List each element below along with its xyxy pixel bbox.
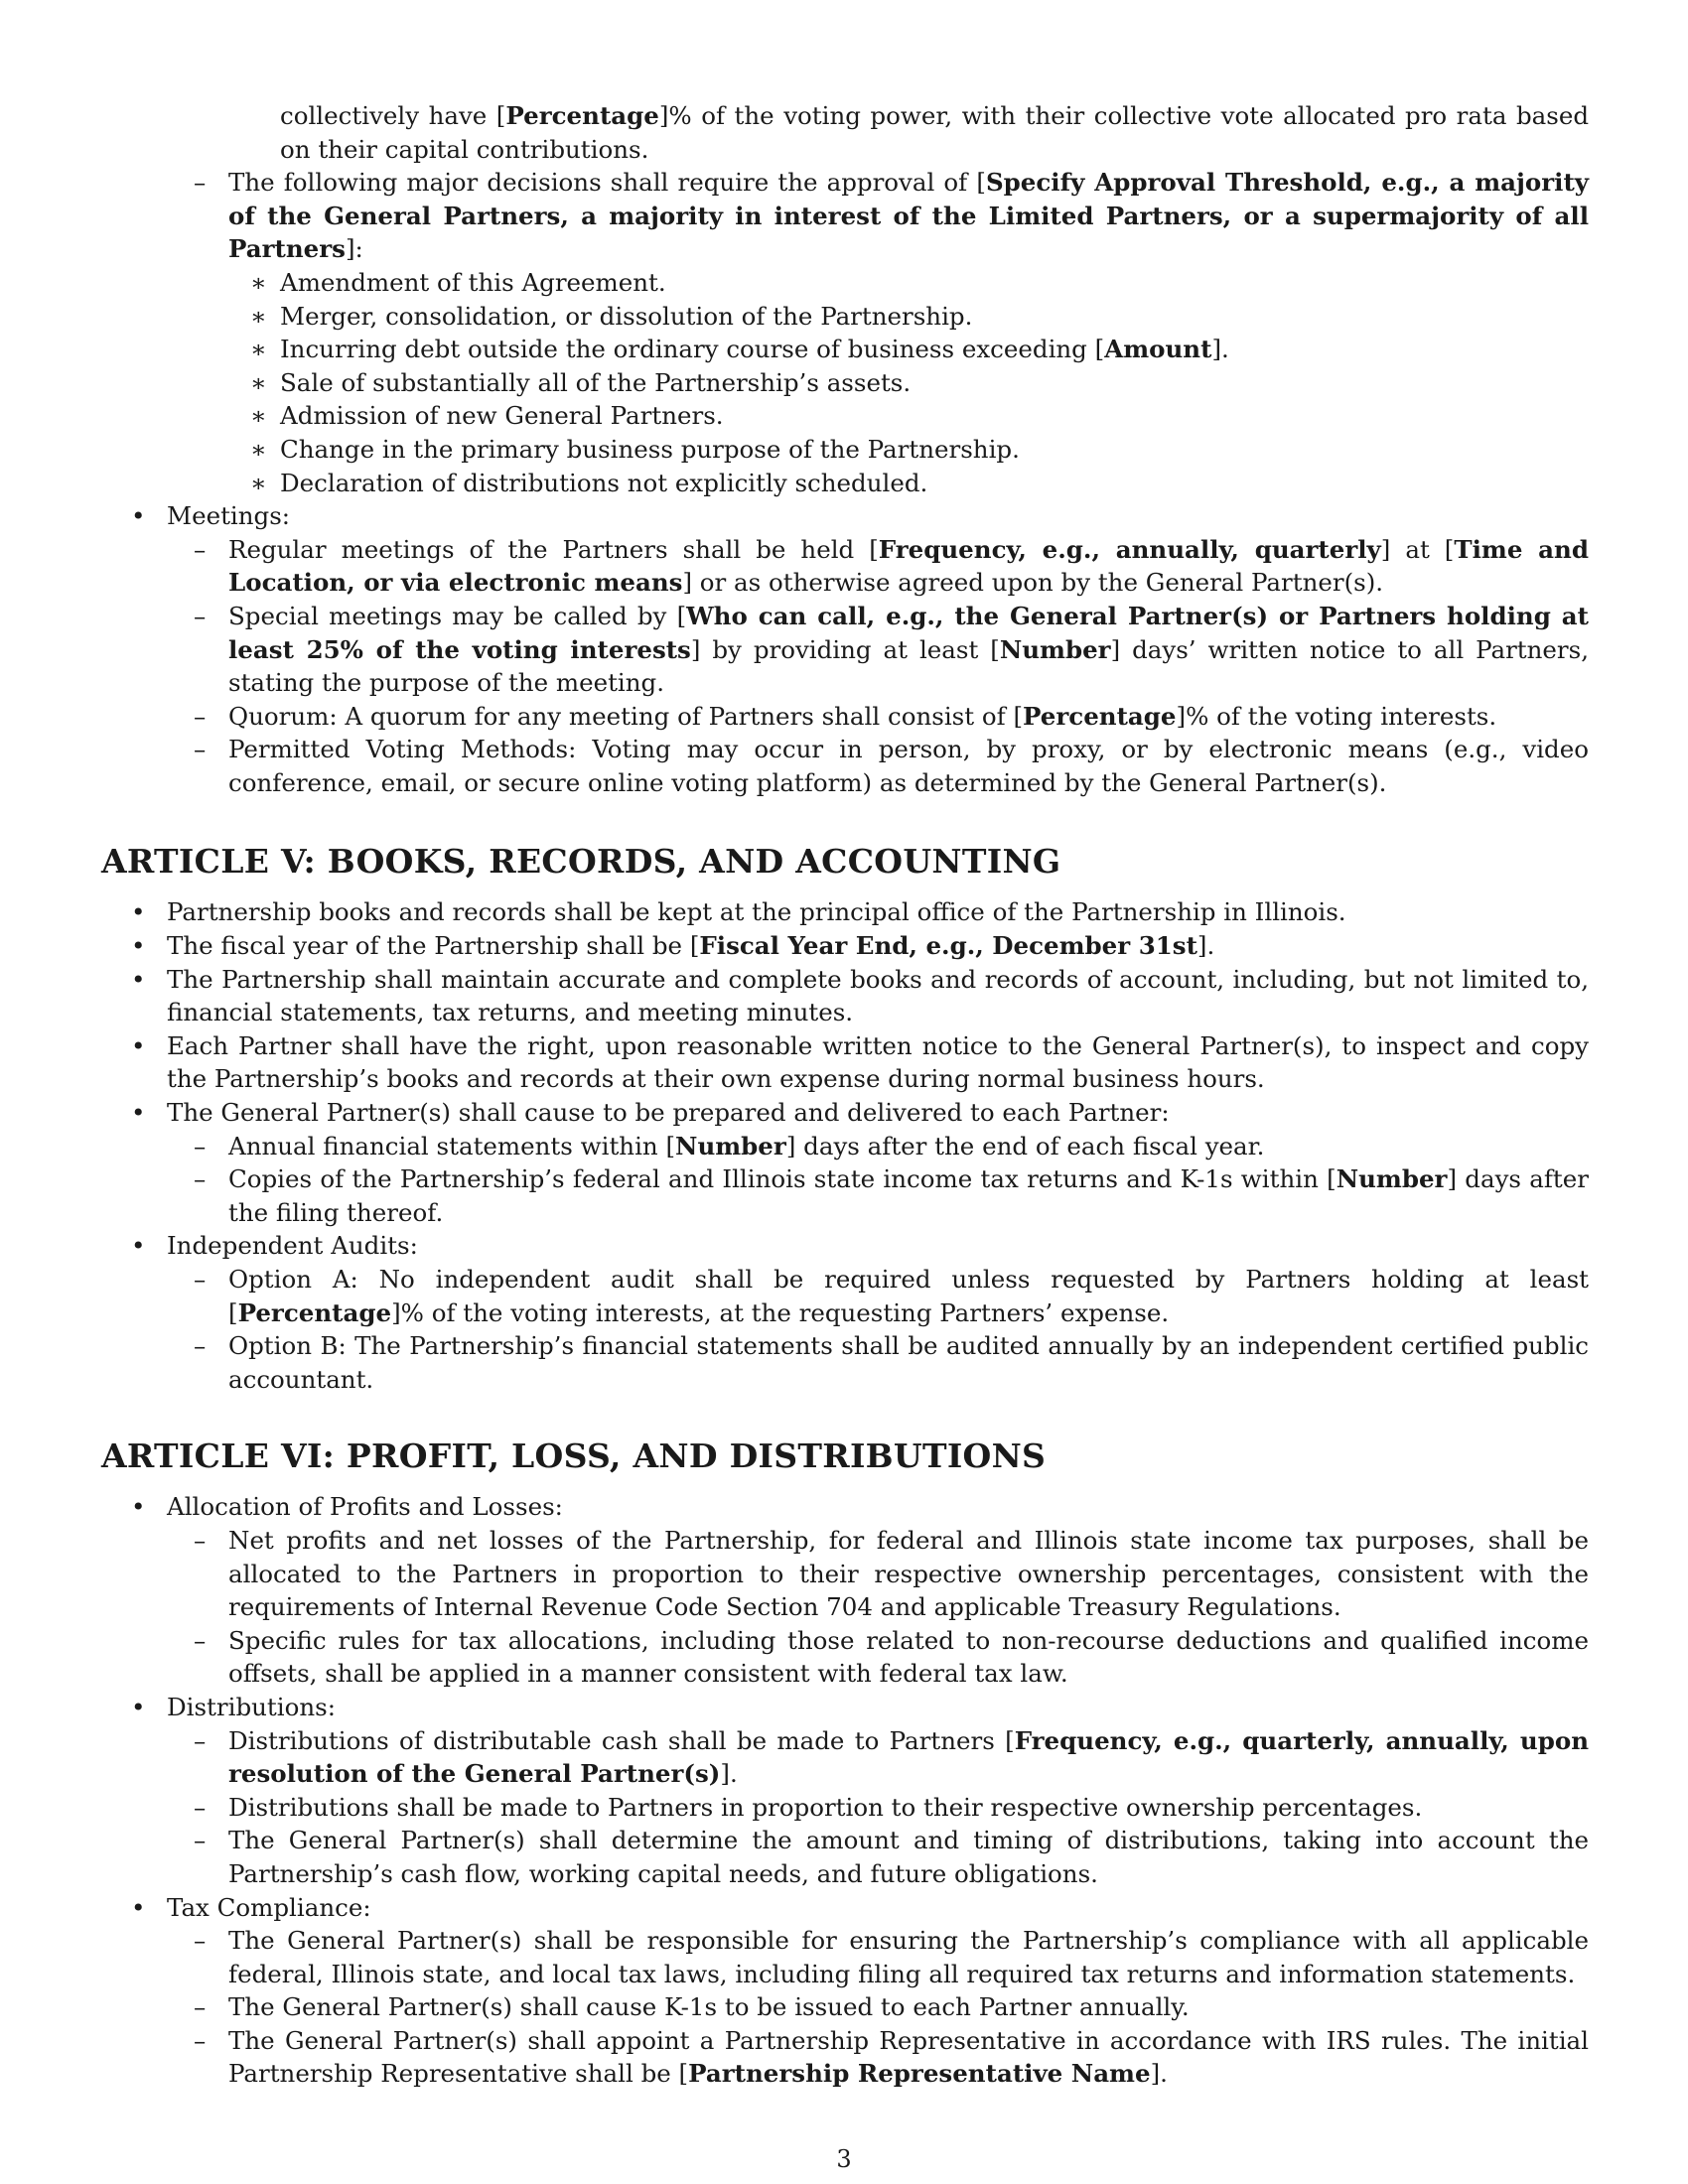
dash-marker: – [194, 168, 207, 198]
dash-marker: – [194, 1265, 207, 1294]
article-vi-heading: ARTICLE VI: PROFIT, LOSS, AND DISTRIBUTIONS [101, 1436, 1047, 1476]
dash-marker: – [194, 2025, 207, 2055]
list-item: • The fiscal year of the Partnership shall be [Fiscal Year End, e.g., December 31st]. [101, 929, 1589, 963]
dash-marker: – [194, 534, 207, 564]
list-item: • Distributions: [101, 1691, 1589, 1724]
bullet-marker: • [131, 1892, 146, 1922]
list-item: • Tax Compliance: [101, 1891, 1589, 1925]
page-number: 3 [836, 2145, 852, 2173]
decision-item: ∗ Amendment of this Agreement. [101, 266, 1589, 300]
placeholder-number: Number [1336, 1164, 1448, 1194]
sub-list-item: – The General Partner(s) shall be responsible for ensuring the Partnership’s compliance with all applicable federal, Illinois state, and local tax laws, including filing all required tax returns and information statements. [194, 1926, 1589, 1988]
regular-meetings-item: – Regular meetings of the Partners shall be held [Frequency, e.g., annually, quarterly] at [Time and Location, or via electronic means] or as otherwise agreed upon by the General Partner(s). [194, 534, 1589, 598]
sub-list-item: – Annual financial statements within [Number] days after the end of each fiscal year. [101, 1130, 1589, 1163]
placeholder-number: Number [999, 634, 1111, 664]
dash-marker: – [194, 1525, 207, 1555]
list-item: • The Partnership shall maintain accurate and complete books and records of account, including, but not limited to, financial statements, tax returns, and meeting minutes. [131, 964, 1589, 1027]
placeholder-number: Number [675, 1131, 786, 1160]
quorum-item: – Quorum: A quorum for any meeting of Partners shall consist of [Percentage]% of the voting interests. [101, 700, 1589, 734]
placeholder-representative-name: Partnership Representative Name [688, 2059, 1151, 2089]
asterisk-marker: ∗ [250, 335, 267, 364]
dash-marker: – [194, 1164, 207, 1194]
placeholder-fiscal-year-end: Fiscal Year End, e.g., December 31st [699, 931, 1197, 961]
dash-marker: – [194, 1792, 207, 1822]
bullet-marker: • [131, 1492, 146, 1522]
bullet-marker: • [131, 1098, 146, 1128]
sub-list-item: – The General Partner(s) shall cause K-1s to be issued to each Partner annually. [101, 1990, 1589, 2024]
list-item: • The General Partner(s) shall cause to be prepared and delivered to each Partner: [101, 1096, 1589, 1130]
decision-item: ∗ Incurring debt outside the ordinary course of business exceeding [Amount]. [101, 333, 1589, 366]
asterisk-marker: ∗ [250, 468, 267, 497]
dash-marker: – [194, 1826, 207, 1855]
decision-item: ∗ Admission of new General Partners. [101, 399, 1589, 433]
dash-marker: – [194, 1131, 207, 1160]
asterisk-marker: ∗ [250, 267, 267, 297]
dash-marker: – [194, 1926, 207, 1956]
placeholder-percentage: Percentage [237, 1297, 392, 1327]
placeholder-percentage: Percentage [1023, 701, 1177, 731]
placeholder-time-location: Time and Location, or via electronic means [228, 534, 1589, 598]
voting-power-continuation: collectively have [Percentage]% of the voting power, with their collective vote allocated pro rata based on their capital contributions. [280, 101, 1590, 164]
article-v-heading: ARTICLE V: BOOKS, RECORDS, AND ACCOUNTING [101, 842, 1061, 882]
document-page [101, 99, 1589, 2091]
bullet-marker: • [131, 931, 146, 961]
decision-item: ∗ Declaration of distributions not explicitly scheduled. [101, 467, 1589, 500]
bullet-marker: • [131, 1030, 146, 1060]
decision-item: ∗ Merger, consolidation, or dissolution of the Partnership. [101, 300, 1589, 334]
placeholder-frequency: Frequency, e.g., quarterly, annually, upon resolution of the General Partner(s) [228, 1725, 1590, 1789]
asterisk-marker: ∗ [250, 401, 267, 431]
bullet-marker: • [131, 501, 146, 531]
sub-list-item: – The General Partner(s) shall determine the amount and timing of distributions, taking into account the Partnership’s cash flow, working capital needs, and future obligations. [194, 1826, 1589, 1888]
sub-list-item: – Distributions of distributable cash shall be made to Partners [Frequency, e.g., quarterly, annually, upon resolution of the General Partner(s)]. [194, 1725, 1590, 1789]
bullet-marker: • [131, 964, 146, 994]
sub-list-item: – The General Partner(s) shall appoint a Partnership Representative in accordance with IRS rules. The initial Partnership Representative shall be [Partnership Representative Name]. [194, 2025, 1589, 2089]
voting-methods-item: – Permitted Voting Methods: Voting may occur in person, by proxy, or by electronic means (e.g., video conference, email, or secure online voting platform) as determined by the General Partner(s). [194, 735, 1589, 797]
bullet-marker: • [131, 897, 146, 927]
sub-list-item: – Specific rules for tax allocations, including those related to non-recourse deductions and qualified income offsets, shall be applied in a manner consistent with federal tax law. [194, 1625, 1589, 1689]
asterisk-marker: ∗ [250, 367, 267, 397]
dash-marker: – [194, 701, 207, 731]
special-meetings-item: – Special meetings may be called by [Who can call, e.g., the General Partner(s) or Partners holding at least 25% of the voting interests] by providing at least [Number] days’ written notice to all Partners, stating the purpose of the meeting. [194, 601, 1589, 698]
major-decisions-item: – The following major decisions shall require the approval of [Specify Approval Threshold, e.g., a majority of the General Partners, a majority in interest of the Limited Partners, or a supermajority of all Partners]: [194, 168, 1590, 264]
dash-marker: – [194, 1331, 207, 1361]
asterisk-marker: ∗ [250, 434, 267, 464]
sub-list-item: – Option A: No independent audit shall be required unless requested by Partners holding at least [Percentage]% of the voting interests, at the requesting Partners’ expense. [194, 1265, 1589, 1327]
placeholder-who-can-call: Who can call, e.g., the General Partner(s) or Partners holding at least 25% of the voting interests [228, 601, 1589, 664]
placeholder-percentage: Percentage [505, 101, 659, 130]
list-item: • Independent Audits: [101, 1229, 1589, 1263]
list-item: • Each Partner shall have the right, upon reasonable written notice to the General Partner(s), to inspect and copy the Partnership’s books and records at their own expense during normal business hours. [131, 1030, 1589, 1094]
dash-marker: – [194, 601, 207, 630]
asterisk-marker: ∗ [250, 301, 267, 331]
list-item: • Allocation of Profits and Losses: [101, 1490, 1589, 1524]
list-item: • Partnership books and records shall be kept at the principal office of the Partnership in Illinois. [101, 895, 1589, 929]
decision-item: ∗ Change in the primary business purpose of the Partnership. [101, 433, 1589, 467]
bullet-marker: • [131, 1231, 146, 1261]
bullet-marker: • [131, 1692, 146, 1721]
placeholder-approval-threshold: Specify Approval Threshold, e.g., a majority of the General Partners, a majority in interest of the Limited Partners, or a supermajority of all Partners [228, 168, 1590, 264]
decision-item: ∗ Sale of substantially all of the Partnership’s assets. [101, 366, 1589, 400]
dash-marker: – [194, 1725, 207, 1755]
dash-marker: – [194, 1992, 207, 2022]
dash-marker: – [194, 735, 207, 764]
sub-list-item: – Net profits and net losses of the Partnership, for federal and Illinois state income tax purposes, shall be allocated to the Partners in proportion to their respective ownership percentages, consistent with the requirements of Internal Revenue Code Section 704 and applicable Treasury Regulations. [194, 1525, 1589, 1622]
sub-list-item: – Option B: The Partnership’s financial statements shall be audited annually by an independent certified public accountant. [194, 1331, 1589, 1394]
dash-marker: – [194, 1625, 207, 1655]
meetings-item: • Meetings: [101, 499, 1589, 533]
placeholder-frequency: Frequency, e.g., annually, quarterly [878, 534, 1381, 564]
sub-list-item: – Distributions shall be made to Partners in proportion to their respective ownership percentages. [101, 1791, 1589, 1825]
placeholder-amount: Amount [1104, 335, 1212, 364]
sub-list-item: – Copies of the Partnership’s federal and Illinois state income tax returns and K-1s within [Number] days after the filing thereof. [194, 1164, 1589, 1227]
